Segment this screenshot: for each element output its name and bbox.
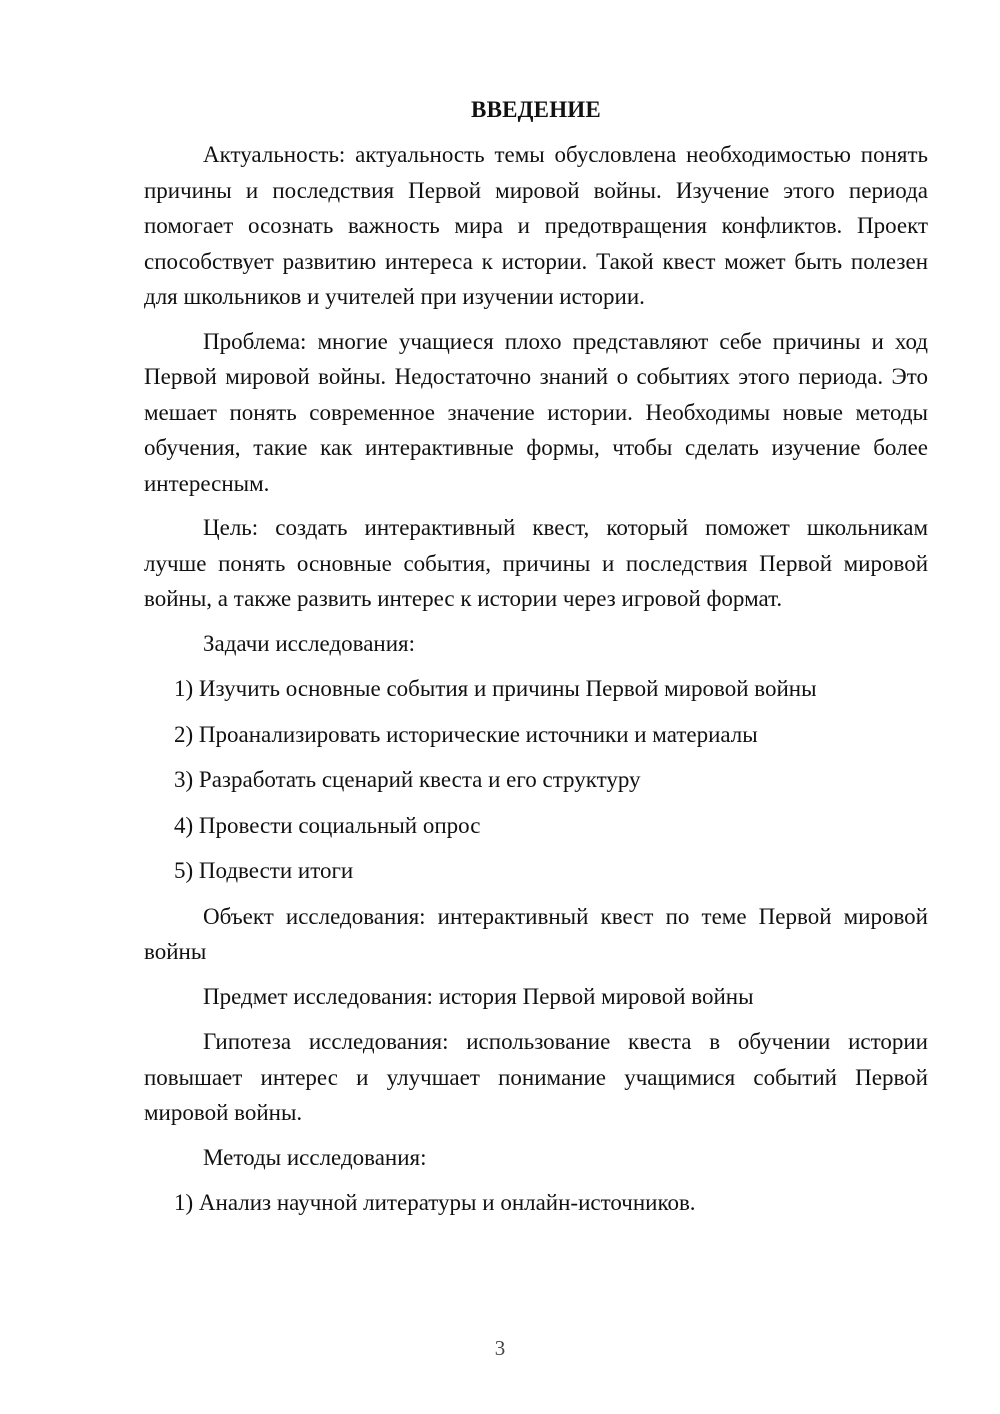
task-item-2: 2) Проанализировать исторические источники и материалы <box>174 721 758 747</box>
task-item-5: 5) Подвести итоги <box>174 858 354 883</box>
method-item-1: 1) Анализ научной литературы и онлайн-источников. <box>174 1190 696 1215</box>
tasks-heading: Задачи исследования: <box>203 630 416 656</box>
methods-heading: Методы исследования: <box>203 1144 427 1170</box>
methods-list <box>144 1185 928 1221</box>
hypothesis-paragraph: Гипотеза исследования: использование квеста в обучении истории повышает интерес и улучшает понимание учащимися событий Первой мировой войны. <box>144 1029 928 1125</box>
subject-paragraph: Предмет исследования: история Первой мировой войны <box>203 983 754 1009</box>
tasks-list <box>144 671 928 889</box>
relevance-paragraph: Актуальность: актуальность темы обусловлена необходимостью понять причины и последствия Первой мировой войны. Изучение этого периода помогает осознать важность мира и предотвращения конфликтов. Проект способствует развитию интереса к истории. Такой квест может быть полезен для школьников и учителей при изучении истории. <box>144 142 928 309</box>
problem-paragraph: Проблема: многие учащиеся плохо представляют себе причины и ход Первой мировой войны. Недостаточно знаний о событиях этого периода. Это мешает понять современное значение истории. Необходимы новые методы обучения, такие как интерактивные формы, чтобы сделать изучение более интересным. <box>144 328 928 496</box>
goal-paragraph: Цель: создать интерактивный квест, который поможет школьникам лучше понять основные события, причины и последствия Первой мировой войны, а также развить интерес к истории через игровой формат. <box>144 515 928 611</box>
task-item-1: 1) Изучить основные события и причины Первой мировой войны <box>174 676 817 701</box>
section-title: ВВЕДЕНИЕ <box>471 97 601 122</box>
object-paragraph: Объект исследования: интерактивный квест по теме Первой мировой войны <box>144 903 928 964</box>
page-number: 3 <box>494 1336 506 1360</box>
task-item-3: 3) Разработать сценарий квеста и его структуру <box>174 767 641 792</box>
page-content <box>144 92 928 1231</box>
task-item-4: 4) Провести социальный опрос <box>174 812 481 838</box>
